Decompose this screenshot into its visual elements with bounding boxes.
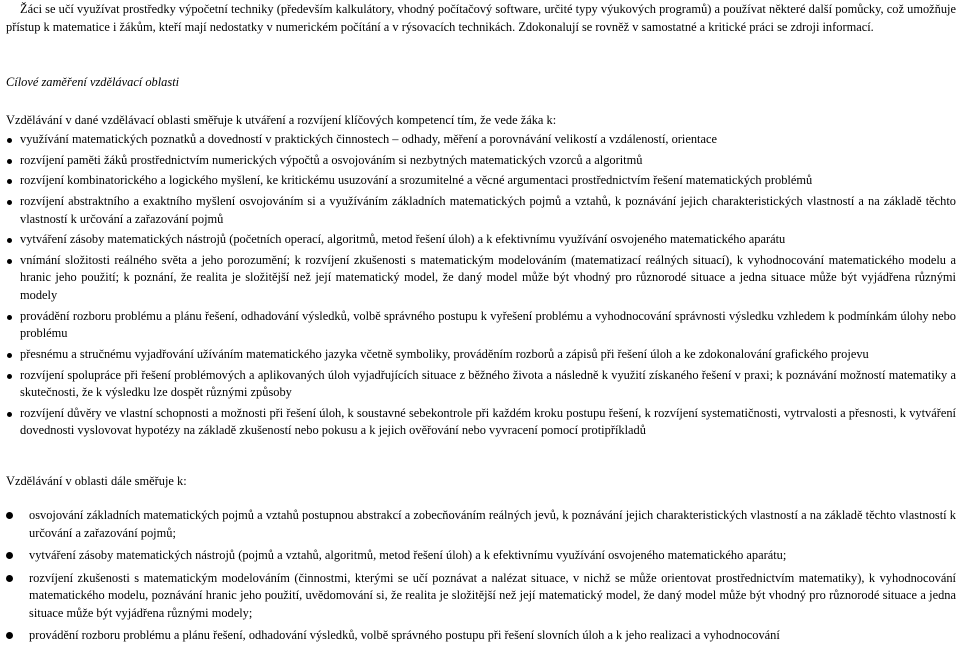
document-page <box>6 1 956 650</box>
intro-paragraph: Žáci se učí využívat prostředky výpočetní techniky (především kalkulátory, vhodný počítačový software, určité typy výukových programů) a používat některé další pomůcky, což umožňuje přístup k matematice i žákům, kteří mají nedostatky v numerickém počítání a v rýsovacích technikách. Zdokonalují se rovněž v samostatné a kritické práci se zdroji informací. <box>6 2 956 34</box>
secondary-lead-paragraph: Vzdělávání v oblasti dále směřuje k: <box>6 473 187 488</box>
section-heading: Cílové zaměření vzdělávací oblasti <box>6 75 180 89</box>
list-item: vytváření zásoby matematických nástrojů (pojmů a vztahů, algoritmů, metod řešení úloh) a k efektivnímu využívání osvojeného matematického aparátu; <box>6 547 956 565</box>
secondary-goals-list <box>6 507 956 645</box>
goals-list <box>6 131 956 440</box>
list-item: rozvíjení spolupráce při řešení problémových a aplikovaných úloh vyjadřujících situace z běžného života a následně k využití získaného řešení v praxi; k poznávání možností matematiky a skutečnosti, že k výsledku lze dospět různými způsoby <box>6 367 956 402</box>
list-item: osvojování základních matematických pojmů a vztahů postupnou abstrakcí a zobecňováním reálných jevů, k poznávání jejich charakteristických vlastností a na základě těchto vlastností k určování a zařazování pojmů; <box>6 507 956 542</box>
list-item: rozvíjení důvěry ve vlastní schopnosti a možnosti při řešení úloh, k soustavné sebekontrole při každém kroku postupu řešení, k rozvíjení systematičnosti, vytrvalosti a přesnosti, k vytváření dovednosti vyslovovat hypotézy na základě zkušeností nebo pokusu a k jejich ověřování nebo vyvracení pomocí protipříkladů <box>6 405 956 440</box>
list-item: provádění rozboru problému a plánu řešení, odhadování výsledků, volbě správného postupu při řešení slovních úloh a k jeho realizaci a vyhodnocování <box>6 627 956 645</box>
list-item: vnímání složitosti reálného světa a jeho porozumění; k rozvíjení zkušenosti s matematickým modelováním (matematizací reálných situací), k vyhodnocování matematického modelu a hranic jeho použití; k poznání, že realita je složitější než její matematický model, že daný model může být vhodný pro různorodé situace a jedna situace může být vyjádřena různými modely <box>6 252 956 305</box>
list-item: rozvíjení abstraktního a exaktního myšlení osvojováním si a využíváním základních matematických pojmů a vztahů, k poznávání jejich charakteristických vlastností a na základě těchto vlastností k určování a zařazování pojmů <box>6 193 956 228</box>
list-item: rozvíjení kombinatorického a logického myšlení, ke kritickému usuzování a srozumitelné a věcné argumentaci prostřednictvím řešení matematických problémů <box>6 172 956 190</box>
list-item: vytváření zásoby matematických nástrojů (početních operací, algoritmů, metod řešení úloh) a k efektivnímu využívání osvojeného matematického aparátu <box>6 231 956 249</box>
list-item: rozvíjení zkušenosti s matematickým modelováním (činnostmi, kterými se učí poznávat a nalézat situace, v nichž se může orientovat prostřednictvím matematiky), k vyhodnocování matematického modelu, poznávání hranic jeho použití, uvědomování si, že realita je složitější než její matematický model, že daný model může být vhodný pro různorodé situace a jedna situace může být vyjádřena různými modely; <box>6 570 956 623</box>
list-item: přesnému a stručnému vyjadřování užíváním matematického jazyka včetně symboliky, prováděním rozborů a zápisů při řešení úloh a ke zdokonalování grafického projevu <box>6 346 956 364</box>
list-item: využívání matematických poznatků a dovedností v praktických činnostech – odhady, měření a porovnávání velikostí a vzdáleností, orientace <box>6 131 956 149</box>
list-item: provádění rozboru problému a plánu řešení, odhadování výsledků, volbě správného postupu k vyřešení problému a vyhodnocování správnosti výsledku vzhledem k podmínkám úlohy nebo problému <box>6 308 956 343</box>
list-item: rozvíjení paměti žáků prostřednictvím numerických výpočtů a osvojováním si nezbytných matematických vzorců a algoritmů <box>6 152 956 170</box>
lead-paragraph: Vzdělávání v dané vzdělávací oblasti směřuje k utváření a rozvíjení klíčových kompetencí tím, že vede žáka k: <box>6 112 557 127</box>
